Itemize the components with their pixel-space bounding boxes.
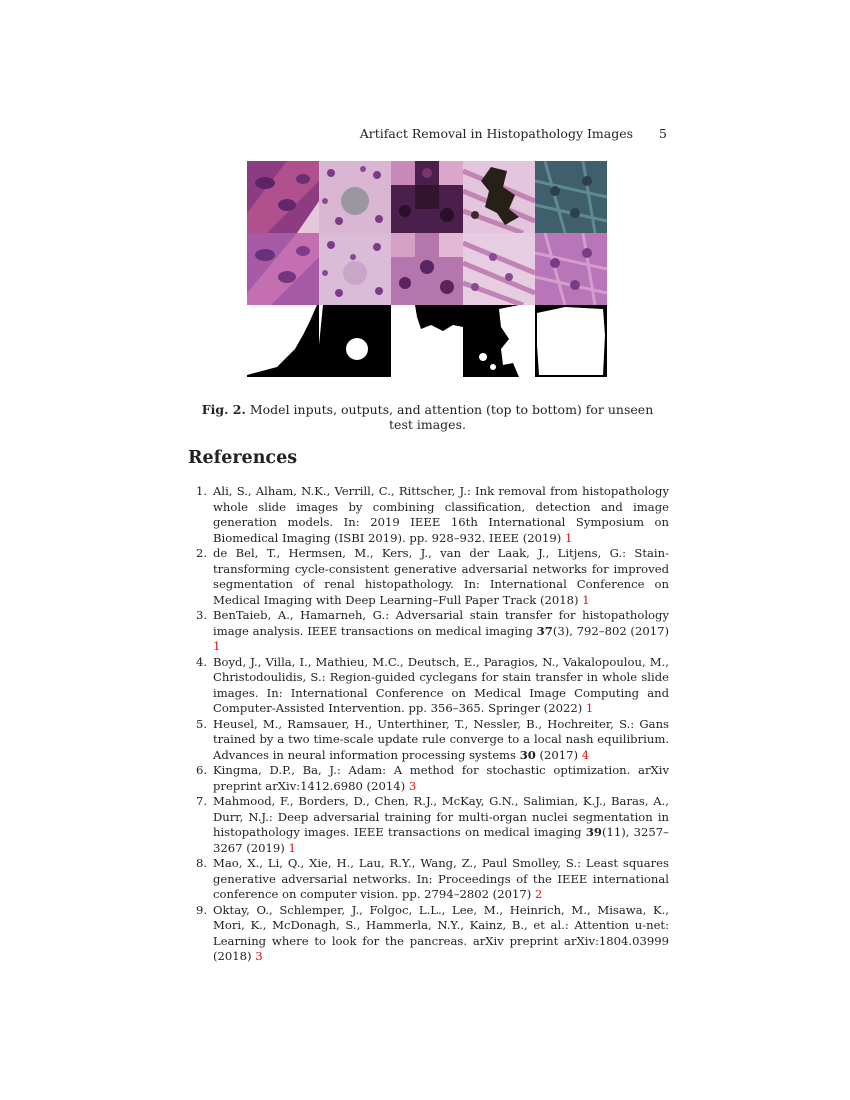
citation-backlink[interactable]: 1 [585,701,594,715]
references-heading: References [188,448,298,468]
input-image-4 [463,161,535,233]
input-image-5 [535,161,607,233]
reference-list [188,484,669,965]
input-image-2 [319,161,391,233]
figure-2 [247,161,607,377]
citation-backlink[interactable]: 1 [288,840,296,855]
caption-text: Model inputs, outputs, and attention (top to bottom) for unseen test images. [249,402,654,432]
attention-mask-2 [319,305,391,377]
reference-item: 7. Mahmood, F., Borders, D., Chen, R.J., McKay, G.N., Salimian, K.J., Baras, A., Durr, N.J.: Deep adversarial training for multi-organ nuclei segmentation in histopathology images. IEEE transactions on medical imaging 39(11), 3257–3267 (2019) 1 [195,794,669,855]
reference-item: 4. Boyd, J., Villa, I., Mathieu, M.C., Deutsch, E., Paragios, N., Vakalopoulou, M., Christodoulidis, S.: Region-guided cyclegans for stain transfer in whole slide images. In: International Conference on Medical Image Computing and Computer-Assisted Intervention. pp. 356–365. Springer (2022) 1 [195,654,669,715]
reference-item: 5. Heusel, M., Ramsauer, H., Unterthiner, T., Nessler, B., Hochreiter, S.: Gans trained by a two time-scale update rule converge to a local nash equilibrium. Advances in neural information processing systems 30 (2017) 4 [195,716,669,762]
volume-number: 39 [585,825,602,839]
citation-backlink[interactable]: 3 [255,949,263,963]
attention-mask-3 [391,305,463,377]
output-image-1 [247,233,319,305]
attention-mask-5 [535,305,607,377]
reference-item: 9. Oktay, O., Schlemper, J., Folgoc, L.L., Lee, M., Heinrich, M., Misawa, K., Mori, K., McDonagh, S., Hammerla, N.Y., Kainz, B., et al.: Attention u-net: Learning where to look for the pancreas. arXiv preprint arXiv:1804.03999 (2018) 3 [195,902,669,963]
reference-item: 8. Mao, X., Li, Q., Xie, H., Lau, R.Y., Wang, Z., Paul Smolley, S.: Least squares generative adversarial networks. In: Proceedings of the IEEE international conference on computer vision. pp. 2794–2802 (2017) 2 [195,856,669,901]
output-image-3 [391,233,463,305]
page-number: 5 [659,126,667,141]
reference-item: 2. de Bel, T., Hermsen, M., Kers, J., van der Laak, J., Litjens, G.: Stain-transforming cycle-consistent generative adversarial networks for improved segmentation of renal histopathology. In: International Conference on Medical Imaging with Deep Learning–Full Paper Track (2018) 1 [195,546,669,607]
citation-backlink[interactable]: 1 [564,530,573,545]
output-image-5 [535,233,607,305]
citation-backlink[interactable]: 1 [582,592,590,607]
reference-item: 1. Ali, S., Alham, N.K., Verrill, C., Rittscher, J.: Ink removal from histopathology whole slide images by combining classification, detection and image generation models. In: 2019 IEEE 16th International Symposium on Biomedical Imaging (ISBI 2019). pp. 928–932. IEEE (2019) 1 [195,484,669,545]
attention-mask-1 [247,305,319,377]
input-image-3 [391,161,463,233]
caption-label: Fig. 2. [201,402,246,417]
citation-backlink[interactable]: 2 [534,887,543,901]
attention-mask-4 [463,305,535,377]
reference-item: 3. BenTaieb, A., Hamarneh, G.: Adversarial stain transfer for histopathology image analysis. IEEE transactions on medical imaging 37(3), 792–802 (2017) 1 [195,608,669,653]
volume-number: 30 [519,747,536,762]
output-image-2 [319,233,391,305]
volume-number: 37 [536,623,553,638]
reference-item: 6. Kingma, D.P., Ba, J.: Adam: A method for stochastic optimization. arXiv preprint arXiv:1412.6980 (2014) 3 [195,763,669,793]
output-image-4 [463,233,535,305]
citation-backlink[interactable]: 1 [213,639,221,653]
citation-backlink[interactable]: 3 [408,778,417,793]
running-title: Artifact Removal in Histopathology Images [359,126,634,141]
running-head [188,126,667,141]
citation-backlink[interactable]: 4 [581,747,590,762]
input-image-1 [247,161,319,233]
figure-caption [188,402,667,432]
